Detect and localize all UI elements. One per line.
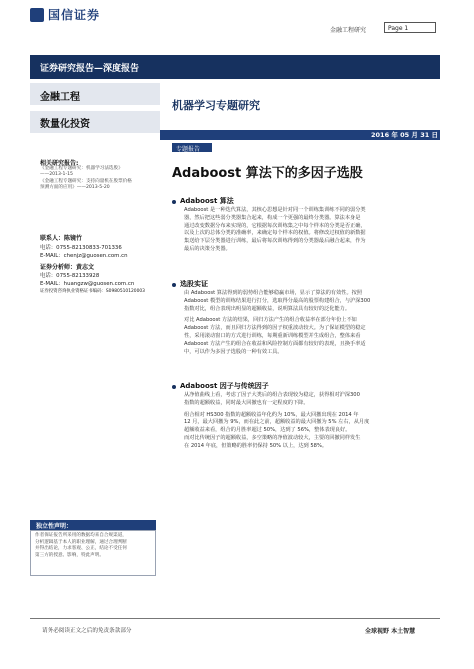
text-line: 在 2014 年底，但策略的胜率仍保持 50% 以上，达到 58%。 <box>184 442 328 449</box>
text-line: 通过改变数据分布来实现的，它根据每次训练集之中每个样本的分类是否正确， <box>184 222 366 229</box>
text-line: 超额收益来看，组合的月胜率超过 50%，达到了 56%，整体表现良好。 <box>184 427 351 434</box>
text-line: 对比 Adaboost 方法的结果，回归方法产生的组合收益率在部分年份上不如 <box>184 317 357 324</box>
related-research-item: 预测方面的应用》——2013-5-20 <box>40 185 110 191</box>
bullet-icon <box>172 200 176 204</box>
text-line: Adaboost 模型的训练结果进行打分，选取得分最高的股票构建组合，与沪深300 <box>184 297 371 304</box>
company-logo-text: 国信证券 <box>48 8 101 22</box>
bullet-icon <box>172 385 176 389</box>
bullet-icon <box>172 283 176 287</box>
footer-slogan: 全球视野 本土智慧 <box>365 628 416 635</box>
analyst-certificate: 证券投资咨询执业资格证书编码：S0980510120003 <box>40 289 145 294</box>
category-label: 数量化投资 <box>40 119 90 130</box>
text-line: 以及上次的总体分类的准确率，来确定每个样本的权值。将修改过权值的新数据 <box>184 230 366 237</box>
text-line: Adaboost 是一种迭代算法，其核心思想是针对同一个训练集训练不同的弱分类 <box>184 207 366 213</box>
related-research-item: ——2013-1-15 <box>40 172 73 178</box>
tag-label: 专题报告 <box>176 146 201 153</box>
text-line: 分析逻辑基于本人的职业理解，通过合理判断 <box>35 539 127 545</box>
text-line: 作者保证报告所采用的数据均来自合规渠道， <box>35 533 127 538</box>
section-heading: 选股实证 <box>180 280 208 288</box>
section-heading: Adaboost 算法 <box>180 197 234 205</box>
disclaimer-note: 请务必阅读正文之后的免责条款部分 <box>42 628 132 634</box>
analyst-phone: 电话：0755-82133928 <box>40 273 100 279</box>
independence-statement-heading: 独立性声明： <box>36 523 73 530</box>
text-line: 组合相对 HS300 指数的超额收益年化约为 10%，最大回撤出现在 2014 年 <box>184 411 359 418</box>
text-line: 指数对比，组合表现出明显的超额收益，说明算法具有较好的泛化能力。 <box>184 305 351 312</box>
header-label: 金融工程研究 <box>330 27 367 34</box>
contact-info <box>40 244 128 260</box>
section-paragraph <box>184 207 448 254</box>
topic-title: 机器学习专题研究 <box>172 99 260 112</box>
text-line: 器，然后把这些弱分类器集合起来，构成一个更强的最终分类器。算法本身是 <box>184 214 361 221</box>
text-line: 由 Adaboost 算法得到的弱势组合能够稳赢市场，显示了算法的有效性。按照 <box>184 290 363 296</box>
category-label: 金融工程 <box>40 92 80 103</box>
text-line: 从净值曲线上看，考虑了因子大类后的组合表现较为稳定，获得相对沪深300 <box>184 392 360 398</box>
footer-divider <box>30 618 440 619</box>
text-line: 指数的超额收益，同时最大回撤也有一定程度的下降。 <box>184 399 309 406</box>
text-line: 最后的决策分类器。 <box>184 245 231 252</box>
text-line: Adaboost 方法，而且回归方法得到的因子权重波动较大。为了保证模型的稳定 <box>184 325 366 332</box>
text-line: 12 月，最大回撤为 9%，而在此之前，超额收益的最大回撤为 5% 左右，从月度 <box>184 419 370 426</box>
text-line: 第三方的授意、影响，特此声明。 <box>35 552 104 558</box>
related-research-list <box>40 166 160 192</box>
independence-statement-text <box>35 533 151 559</box>
main-title: Adaboost 算法下的多因子选股 <box>172 166 363 181</box>
analyst-label: 证券分析师：黄志文 <box>40 264 95 271</box>
contact-email[interactable]: E-MAIL：chenjz@guosen.com.cn <box>40 253 128 259</box>
page-number: Page 1 <box>384 22 436 33</box>
report-date: 2016 年 05 月 31 日 <box>371 131 438 139</box>
contact-phone: 电话：0755-82130833-701336 <box>40 245 122 251</box>
contact-label: 联系人：陈镜竹 <box>40 235 83 242</box>
text-line: 集送给下层分类器进行训练，最后将每次训练得到的分类器最后融合起来，作为 <box>184 238 366 245</box>
section-heading: Adaboost 因子与传统因子 <box>180 382 269 390</box>
section-paragraph <box>184 290 448 356</box>
analyst-email[interactable]: E-MAIL：huangzw@guosen.com.cn <box>40 281 135 287</box>
report-type-text: 证券研究报告—深度报告 <box>40 64 140 74</box>
text-line: Adaboost 方法产生的组合在收益和风险控制方面都有较好的表现，且换手率适 <box>184 340 366 347</box>
logo-icon <box>30 8 44 22</box>
text-line: 性，采用滚动窗口的方式进行训练，每期重新训练模型并生成组合，整体来看 <box>184 332 361 339</box>
analyst-info <box>40 272 145 296</box>
text-line: 而对比传统因子的超额收益，多空策略的净值波动较大，主要的回撤同样发生 <box>184 434 361 441</box>
text-line: 并得出结论，力求客观、公正，结论不受任何 <box>35 546 127 552</box>
text-line: 中，可以作为多因子选股的一种有效工具。 <box>184 348 283 355</box>
section-paragraph <box>184 392 448 451</box>
related-research-heading: 相关研究报告: <box>40 160 79 167</box>
related-research-item[interactable]: 《金融工程专题研究：机器学习法选股》 <box>40 166 123 171</box>
related-research-item[interactable]: 《金融工程专题研究：支持向量机在股票价格 <box>40 178 132 184</box>
